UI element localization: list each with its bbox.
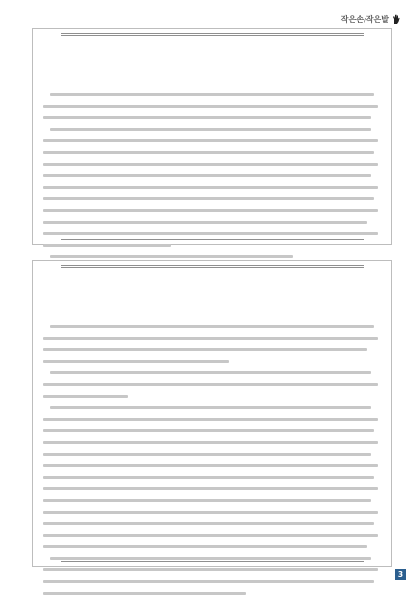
- text-line: [43, 186, 378, 189]
- publication-brand: [341, 14, 400, 25]
- page-number-badge: 3: [395, 569, 406, 580]
- text-line: [50, 93, 374, 96]
- text-line: [43, 568, 378, 571]
- top-rule: [61, 265, 364, 266]
- text-line: [43, 221, 367, 224]
- text-line: [43, 209, 378, 212]
- text-line: [43, 116, 371, 119]
- text-line: [43, 487, 378, 490]
- text-line: [43, 464, 378, 467]
- text-line: [43, 105, 378, 108]
- text-line: [43, 395, 128, 398]
- text-line: [43, 499, 371, 502]
- bottom-rule: [61, 239, 364, 240]
- text-line: [43, 151, 374, 154]
- text-line: [43, 441, 378, 444]
- text-line: [50, 557, 371, 560]
- text-line: [50, 406, 371, 409]
- article-box-2: [32, 260, 392, 567]
- text-line: [43, 139, 378, 142]
- text-line: [43, 511, 378, 514]
- text-line: [43, 545, 367, 548]
- text-line: [43, 232, 378, 235]
- article-body: [43, 93, 381, 267]
- brand-left: 작은손: [340, 15, 364, 24]
- top-rule: [61, 33, 364, 34]
- text-line: [43, 592, 246, 595]
- text-line: [50, 325, 374, 328]
- top-rule-inner: [61, 267, 364, 268]
- text-line: [43, 244, 171, 247]
- text-line: [50, 371, 371, 374]
- text-line: [43, 337, 378, 340]
- bottom-rule: [61, 561, 364, 562]
- text-line: [43, 580, 374, 583]
- top-rule-inner: [61, 35, 364, 36]
- brand-separator: /: [363, 18, 366, 24]
- text-line: [43, 348, 367, 351]
- text-line: [43, 383, 378, 386]
- text-line: [50, 255, 293, 258]
- text-line: [43, 163, 378, 166]
- text-line: [43, 360, 229, 363]
- text-line: [43, 534, 378, 537]
- text-line: [43, 476, 374, 479]
- text-line: [43, 522, 374, 525]
- text-line: [43, 174, 371, 177]
- text-line: [43, 197, 374, 200]
- text-line: [43, 418, 378, 421]
- hand-icon: [392, 14, 400, 25]
- text-line: [43, 453, 371, 456]
- brand-text: [341, 14, 389, 25]
- article-box-1: [32, 28, 392, 245]
- brand-right: 작은발: [365, 15, 389, 24]
- text-line: [43, 429, 374, 432]
- text-line: [50, 128, 371, 131]
